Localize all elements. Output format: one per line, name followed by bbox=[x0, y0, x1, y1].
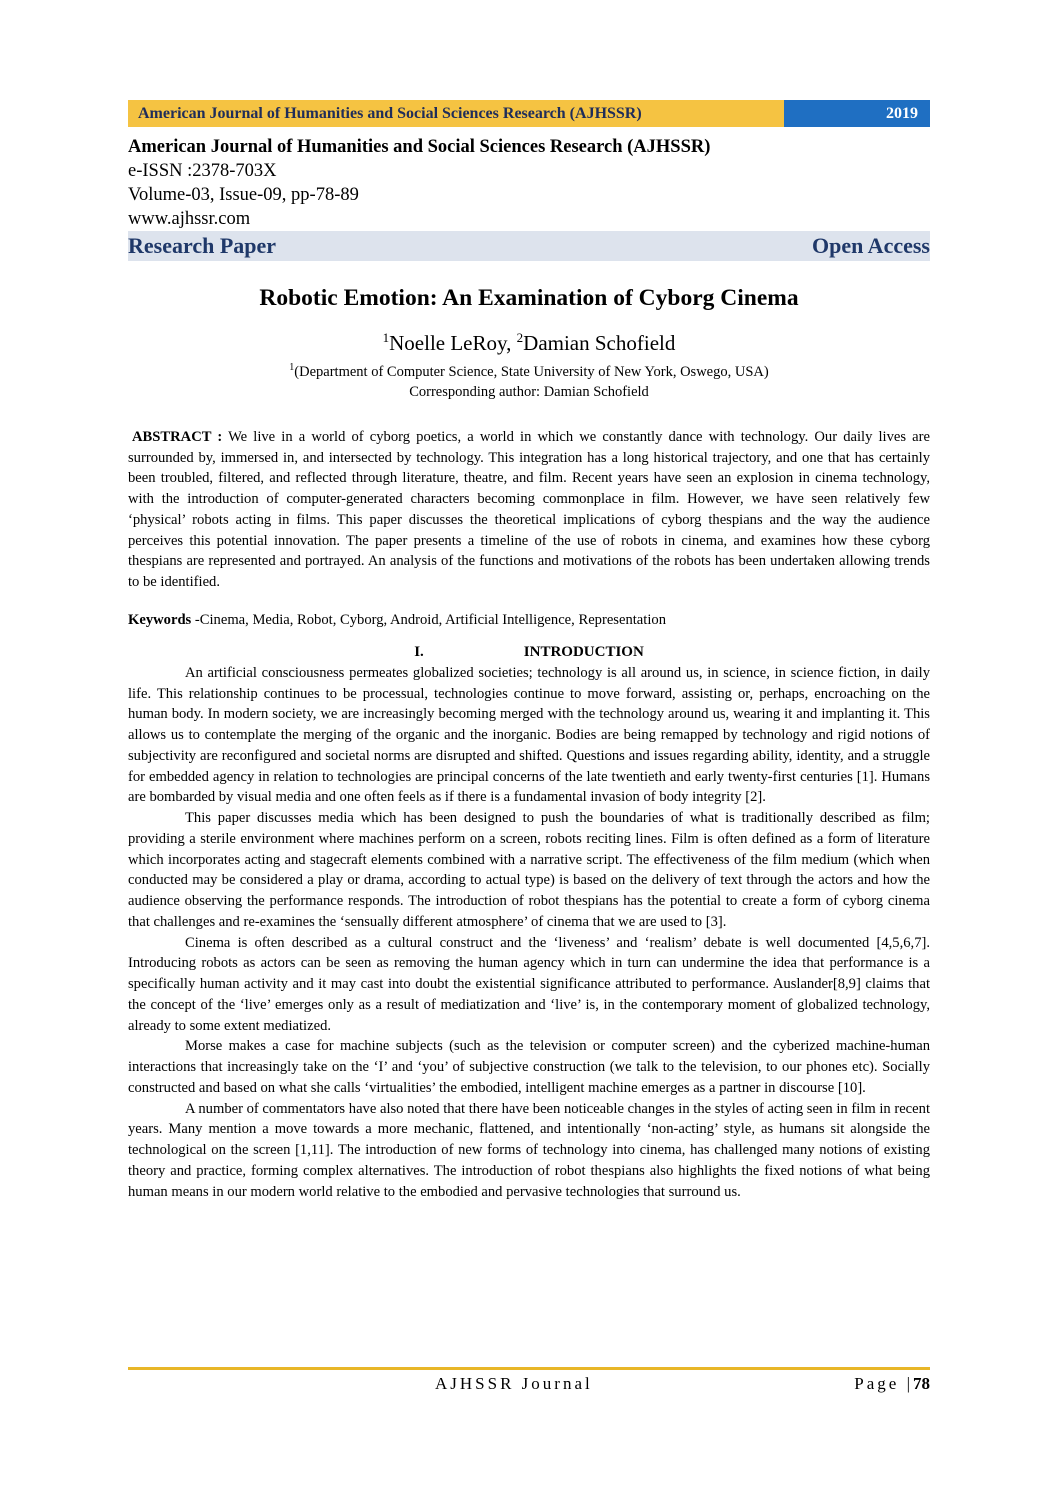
author-list bbox=[128, 330, 930, 356]
author-2: Damian Schofield bbox=[523, 331, 676, 355]
paper-type: Research Paper bbox=[128, 233, 277, 258]
author-1: Noelle LeRoy, bbox=[389, 331, 517, 355]
affiliation-text: (Department of Computer Science, State University of New York, Oswego, USA) bbox=[294, 363, 769, 380]
page-number: 78 bbox=[913, 1374, 930, 1393]
author1-affil-marker: 1 bbox=[382, 330, 390, 345]
section-title: INTRODUCTION bbox=[523, 643, 644, 660]
footer-page bbox=[854, 1374, 930, 1394]
footer-rule bbox=[128, 1367, 930, 1370]
author2-affil-marker: 2 bbox=[516, 330, 524, 345]
section-number: I. bbox=[414, 643, 424, 660]
article-page bbox=[128, 100, 930, 1202]
article-title: Robotic Emotion: An Examination of Cyborg Cinema bbox=[259, 285, 799, 311]
section-heading bbox=[128, 641, 930, 663]
keywords-text: -Cinema, Media, Robot, Cyborg, Android, Artificial Intelligence, Representation bbox=[191, 611, 666, 628]
paragraph: Cinema is often described as a cultural construct and the ‘liveness’ and ‘realism’ debate is well documented [4,5,6,7]. Introducing robots as actors can be seen as removing the human agency which in turn can undermine the idea that performance is a specifically human activity and it may cast into doubt the existential significance attributed to performance. Auslander[8,9] claims that the concept of the ‘live’ emerges only as a result of mediatization and ‘live’ is, in the contemporary moment of globalized technology, already to some extent mediatized. bbox=[128, 934, 930, 1034]
affiliation-marker: 1 bbox=[289, 362, 295, 373]
abstract-text: We live in a world of cyborg poetics, a world in which we constantly dance with technology. Our daily lives are surrounded by, immersed in, and intersected by technology. This integration has a long historical trajectory, and one that has certainly been troubled, filtered, and reflected through literature, theatre, and film. Recent years have seen an explosion in cinema technology, with the introduction of computer-generated characters becoming commonplace in film. However, we have seen relatively few ‘physical’ robots acting in films. This paper discusses the theoretical implications of cyborg thespians and the way the audience perceives this potential innovation. The paper presents a timeline of the use of robots in cinema, and examines how these cyborg thespians are represented and portrayed. An analysis of the functions and motivations of the robots has been undertaken allowing trends to be identified. bbox=[128, 428, 930, 591]
abstract-label: ABSTRACT : bbox=[132, 428, 223, 445]
paragraph: A number of commentators have also noted that there have been noticeable changes in the styles of acting seen in film in recent years. Many mention a move towards a more mechanic, flattened, and intentionally ‘non-acting’ style, as humans sit alongside the technological on the screen [1,11]. The introduction of new forms of technology into cinema, has challenged many notions of existing theory and practice, forming complex alternatives. The introduction of robot thespians also highlights the fixed notions of what being human means in our modern world relative to the embodied and pervasive technologies that surround us. bbox=[128, 1100, 930, 1200]
paragraph: Morse makes a case for machine subjects (such as the television or computer screen) and the cyberized machine-human interactions that increasingly take on the ‘I’ and ‘you’ of subjective construction (we talk to the television, to our phones etc). Socially constructed and based on what she calls ‘virtualities’ the embodied, intelligent machine emerges as a partner in discourse [10]. bbox=[128, 1038, 930, 1096]
journal-title: American Journal of Humanities and Social Sciences Research (AJHSSR) bbox=[128, 137, 711, 157]
journal-meta bbox=[128, 135, 930, 231]
affiliation bbox=[128, 358, 930, 382]
keywords-label: Keywords bbox=[128, 611, 192, 628]
journal-header-bar bbox=[128, 100, 930, 127]
volume-issue: Volume-03, Issue-09, pp-78-89 bbox=[128, 185, 359, 205]
journal-website: www.ajhssr.com bbox=[128, 209, 251, 229]
footer-journal: AJHSSR Journal bbox=[435, 1374, 593, 1393]
header-year: 2019 bbox=[784, 100, 930, 127]
page-label: Page | bbox=[854, 1374, 913, 1393]
abstract bbox=[128, 427, 930, 593]
paragraph: An artificial consciousness permeates globalized societies; technology is all around us, in science, in science fiction, in daily life. This relationship continues to be processual, technologies continue to move forward, assisting or, perhaps, encroaching on the human body. In modern society, we are increasingly becoming merged with the technology around us, wearing it and implanting it. This allows us to contemplate the merging of the organic and the inorganic. Bodies are being remapped by technology and rigid notions of subjectivity are reconfigured and societal norms are disrupted and shifted. Questions and issues regarding ability, identity, and a struggle for embedded agency in relation to technologies are principal concerns of the late twentieth and early twenty-first centuries [1]. Humans are bombarded by visual media and one often feels as if there is a fundamental invasion of body integrity [2]. bbox=[128, 664, 930, 806]
keywords bbox=[128, 612, 930, 629]
header-journal-name: American Journal of Humanities and Social Sciences Research (AJHSSR) bbox=[128, 100, 784, 127]
paragraph: This paper discusses media which has been designed to push the boundaries of what is traditionally described as film; providing a sterile environment where machines perform on a screen, robots reciting lines. Film is often defined as a form of literature which incorporates acting and stagecraft elements combined with a narrative script. The effectiveness of the film medium (which when conducted may be considered a play or drama, according to actual type) is based on the delivery of text through the actors and how the audience observing the performance responds. The introduction of robot thespians has the potential to create a form of cyborg cinema that challenges and re-examines the ‘sensually different atmosphere’ of cinema that we are used to [3]. bbox=[128, 810, 930, 930]
eissn: e-ISSN :2378-703X bbox=[128, 161, 277, 181]
access-type: Open Access bbox=[812, 233, 930, 258]
corresponding-author: Corresponding author: Damian Schofield bbox=[409, 383, 649, 400]
paper-type-bar bbox=[128, 231, 930, 261]
introduction-body bbox=[128, 663, 930, 1203]
